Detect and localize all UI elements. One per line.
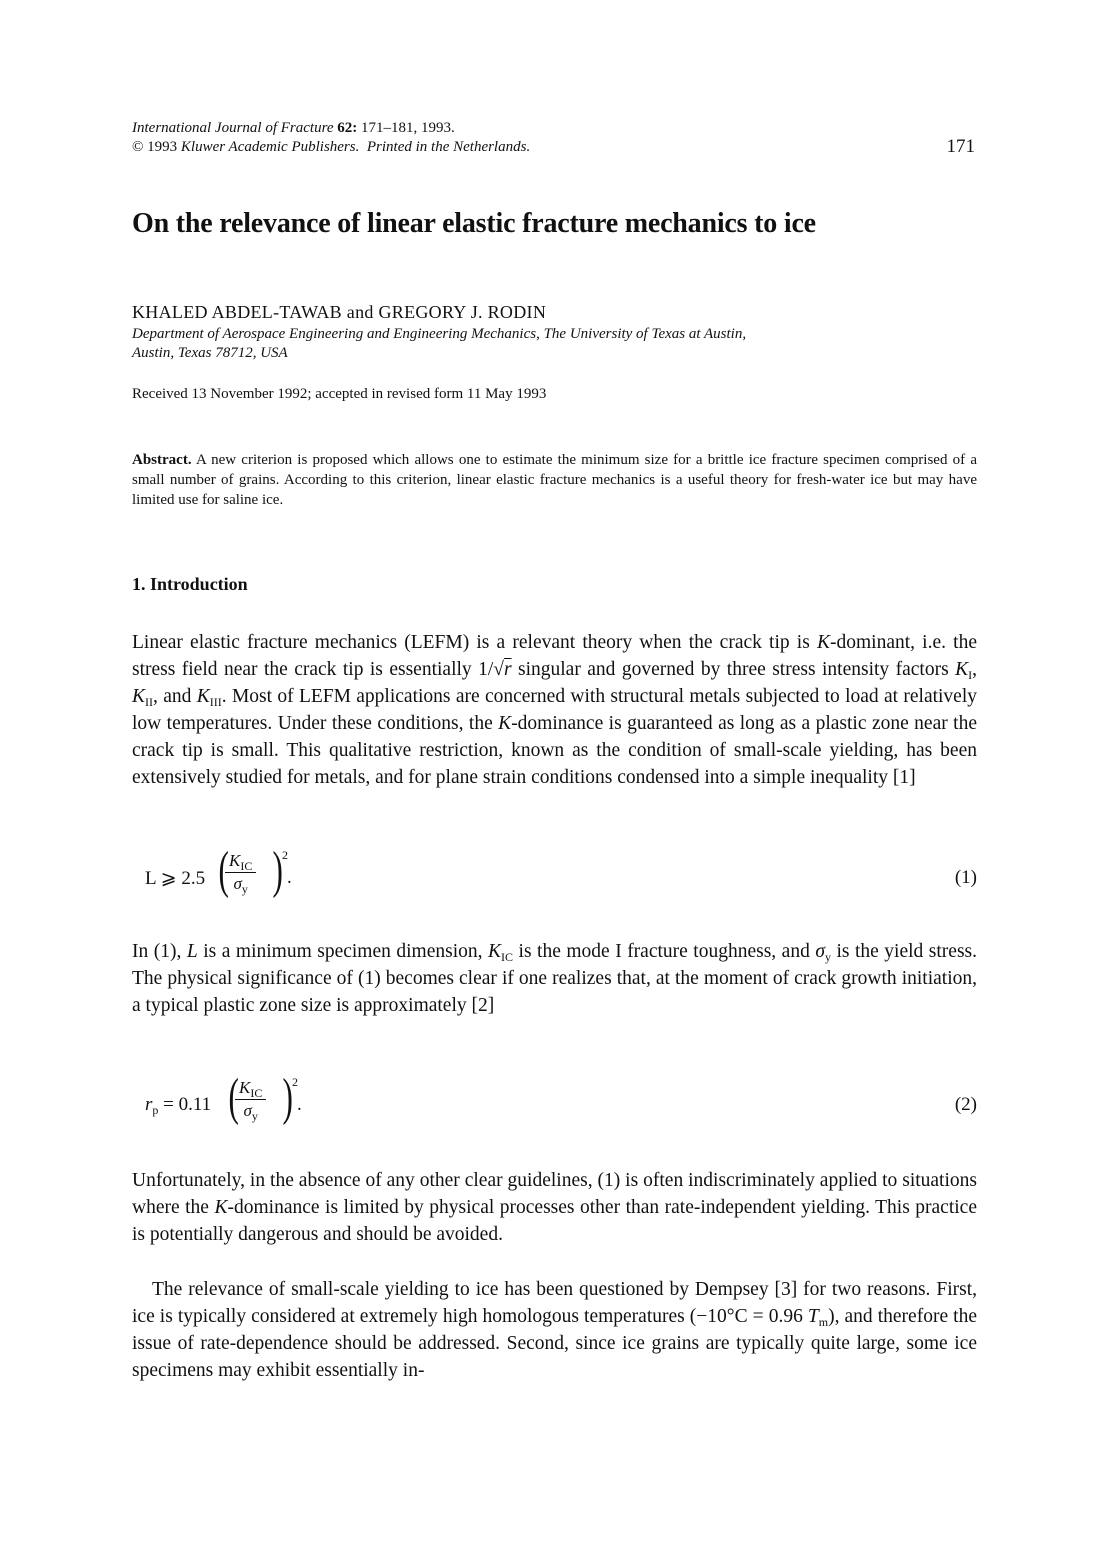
subscript: III	[209, 695, 222, 709]
paragraph-1: Linear elastic fracture mechanics (LEFM) is a relevant theory when the crack tip is K-dominant, i.e. the stress field near the crack tip is essentially 1/√r singular and governed by three stress intensity factors $K_I$, $K_{II}$, and $K_{III}$. Most of LEFM applications are concerned with structural metals subjected to load at relatively low temperatures. Under these conditions, the K-dominance is guaranteed as long as a plastic zone near the crack tip is small. This qualitative restriction, known as the condition of small-scale yielding, has been extensively studied for metals, and for plane strain conditions condensed into a simple inequality [1]	[132, 632, 978, 788]
symbol-r: r	[503, 659, 512, 680]
equation-number: (1)	[954, 867, 977, 888]
equation-number: (2)	[954, 1094, 977, 1115]
copyright-icon: ©	[132, 139, 144, 155]
symbol-k: K	[214, 1197, 228, 1218]
symbol-t: T	[807, 1306, 819, 1327]
paragraph-4	[132, 1276, 977, 1384]
equation-lhs	[145, 1094, 211, 1116]
subscript: y	[251, 1109, 258, 1123]
symbol-k: K	[488, 941, 502, 962]
numerator	[235, 1078, 266, 1100]
text-run: ), and therefore the issue of rate-dependence should be addressed. Second, since ice grains are typically quite large, some ice specimens may exhibit essentially in-	[132, 1306, 977, 1381]
text-run: -dominance is guaranteed as long as a plastic zone near the crack tip is small. This qualitative restriction, known as the condition of small-scale yielding, has been extensively studied for metals, and for plane strain conditions condensed into a simple inequality [1]	[132, 713, 977, 788]
equation-1	[145, 842, 977, 918]
text-run: singular and governed by three stress intensity factors	[511, 659, 956, 680]
text-run: is a minimum specimen dimension,	[197, 941, 489, 962]
symbol-k: K	[816, 632, 830, 653]
affiliation-line-1: Department of Aerospace Engineering and Engineering Mechanics, The University of Texas at Austin,	[132, 326, 747, 342]
text-run: is the mode I fracture toughness, and	[513, 941, 816, 962]
subscript: II	[145, 695, 154, 709]
journal-line	[132, 119, 530, 138]
text-run: Unfortunately, in the absence of any other clear guidelines, (1) is often indiscriminately applied to situations where the	[132, 1170, 977, 1218]
fraction	[235, 1078, 266, 1121]
text-run: ,	[972, 659, 977, 680]
subscript: I	[968, 668, 973, 682]
journal-pages: 171–181, 1993.	[361, 120, 455, 136]
symbol-k: K	[955, 659, 969, 680]
abstract-label: Abstract.	[132, 452, 192, 468]
symbol-k: K	[498, 713, 512, 734]
left-paren-icon: (	[218, 842, 229, 899]
text-run: -dominant, i.e. the stress field near the crack tip is essentially 1/	[132, 632, 977, 680]
symbol-sigma: σ	[243, 1101, 252, 1120]
affiliation-line-2: Austin, Texas 78712, USA	[132, 345, 288, 361]
equation-period: .	[297, 1094, 302, 1115]
exponent: 2	[282, 848, 288, 862]
affiliation	[132, 325, 746, 363]
symbol-k: K	[229, 851, 241, 870]
symbol-k: K	[196, 686, 210, 707]
subscript: IC	[250, 1086, 263, 1100]
text-run: The relevance of small-scale yielding to ice has been questioned by Dempsey [3] for two reasons. First, ice is typically considered at extremely high homologous temperatures (−10°C = 0.96	[132, 1279, 977, 1327]
fraction	[225, 851, 256, 894]
left-paren-icon: (	[228, 1069, 239, 1126]
printed-location: Printed in the Netherlands.	[366, 139, 531, 155]
equation-lhs: L ⩾ 2.5	[145, 868, 206, 889]
abstract-text: A new criterion is proposed which allows one to estimate the minimum size for a brittle ice fracture specimen comprised of a small number of grains. According to this criterion, linear elastic fracture mechanics is a useful theory for fresh-water ice but may have limited use for saline ice.	[132, 452, 977, 508]
page-number: 171	[946, 136, 975, 157]
denominator	[235, 1100, 266, 1121]
symbol-l: L	[186, 941, 198, 962]
publisher: Kluwer Academic Publishers.	[180, 139, 360, 155]
denominator	[225, 873, 256, 894]
text-run: -dominance is limited by physical processes other than rate-independent yielding. This practice is potentially dangerous and should be avoided.	[132, 1197, 977, 1245]
text-run: is the yield stress. The physical significance of (1) becomes clear if one realizes that, at the moment of crack growth initiation, a typical plastic zone size is approximately [2]	[132, 941, 978, 1016]
equation-2	[145, 1069, 977, 1145]
symbol-sigma: σ	[815, 941, 825, 962]
abstract	[132, 450, 977, 510]
text-run: . Most of LEFM applications are concerned with structural metals subjected to load at relatively low temperatures. Under these conditions, the	[132, 686, 978, 734]
journal-citation	[132, 119, 530, 157]
right-paren-icon: )	[282, 1069, 293, 1126]
copyright-line	[132, 138, 530, 157]
symbol-k: K	[239, 1078, 251, 1097]
subscript: p	[152, 1103, 159, 1117]
subscript: IC	[501, 950, 514, 964]
copyright-year: 1993	[147, 139, 178, 155]
equation-period: .	[287, 867, 292, 888]
subscript: y	[241, 882, 248, 896]
exponent: 2	[292, 1075, 298, 1089]
numerator	[225, 851, 256, 873]
received-date: Received 13 November 1992; accepted in revised form 11 May 1993	[132, 386, 547, 402]
equation-rhs: = 0.11	[158, 1094, 212, 1115]
right-paren-icon: )	[272, 842, 283, 899]
symbol-k: K	[132, 686, 146, 707]
text-run: Linear elastic fracture mechanics (LEFM) is a relevant theory when the crack tip is	[132, 632, 817, 653]
paper-title: On the relevance of linear elastic fracture mechanics to ice	[132, 208, 816, 239]
symbol-sigma: σ	[233, 874, 242, 893]
text-run: In (1),	[132, 941, 187, 962]
paragraph-2	[132, 938, 977, 1019]
authors: KHALED ABDEL-TAWAB and GREGORY J. RODIN	[132, 302, 547, 322]
subscript: m	[818, 1315, 829, 1329]
subscript: y	[824, 950, 831, 964]
journal-name: International Journal of Fracture	[132, 120, 334, 136]
subscript: IC	[240, 859, 253, 873]
journal-volume: 62:	[337, 120, 358, 136]
section-heading: 1. Introduction	[132, 574, 248, 594]
paragraph-3	[132, 1167, 977, 1248]
symbol-r: r	[145, 1094, 153, 1115]
text-run: , and	[153, 686, 197, 707]
